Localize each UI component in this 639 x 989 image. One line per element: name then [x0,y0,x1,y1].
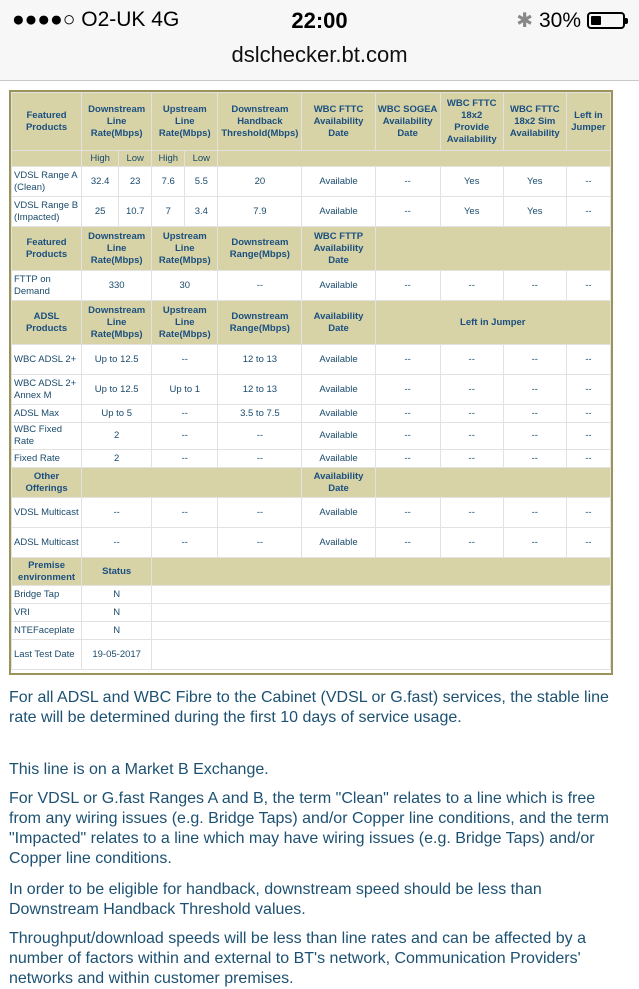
table-cell: 20 [218,167,302,197]
row-label: NTEFaceplate [12,622,82,640]
subheader-cell: Low [185,151,218,167]
table-cell: Yes [503,197,566,227]
carrier-signal: ●●●●○ O2-UK 4G [12,8,180,31]
table-cell: Yes [440,167,503,197]
bluetooth-icon: ✱ [516,10,533,32]
table-cell: -- [440,345,503,375]
row-label: FTTP on Demand [12,271,82,301]
table-cell: -- [566,375,610,405]
table-cell: -- [503,271,566,301]
table-header-cell: Upstream Line Rate(Mbps) [152,93,218,151]
adsl-header-row [12,301,611,345]
table-cell: 19-05-2017 [82,640,152,670]
table-cell: -- [440,450,503,468]
address-bar[interactable] [0,42,639,81]
table-header-cell [375,227,610,271]
table-cell: 23 [119,167,152,197]
table-header-cell [375,468,610,498]
table-cell: Available [302,423,375,450]
table-header-cell: WBC FTTC 18x2 Sim Availability [503,93,566,151]
table-cell: Up to 12.5 [82,345,152,375]
row-label: VDSL Range B (Impacted) [12,197,82,227]
table-cell: -- [152,528,218,558]
paragraph-market: This line is on a Market B Exchange. [9,761,269,778]
table-cell: 3.5 to 7.5 [218,405,302,423]
table-header-cell: Featured Products [12,227,82,271]
table-cell: N [82,604,152,622]
table-cell: Yes [440,197,503,227]
table-header-cell: WBC FTTP Availability Date [302,227,375,271]
table-cell [152,604,611,622]
battery-percent: 30% [538,8,581,32]
subheader-cell: High [82,151,119,167]
table-cell: -- [566,498,610,528]
fttp-row [12,271,611,301]
row-label: ADSL Max [12,405,82,423]
table-cell: N [82,622,152,640]
other-row [12,498,611,528]
paragraph-clean-impacted: For VDSL or G.fast Ranges A and B, the term "Clean" relates to a line which is free from any wiring issues (e.g. Bridge Taps) and/or Copper line conditions, and the term "Impacted" relates to a line which may have wiring issues (e.g. Bridge Taps) and/or Copper line conditions. [9,790,610,867]
table-cell: -- [375,405,440,423]
status-right [516,8,625,33]
table-cell: -- [152,405,218,423]
table-cell: -- [82,498,152,528]
table-cell: -- [218,271,302,301]
high-low-subheader [12,151,611,167]
status-bar [0,0,639,42]
table-cell: -- [152,345,218,375]
table-cell: -- [503,405,566,423]
table-cell: 30 [152,271,218,301]
table-cell: -- [566,405,610,423]
table-cell: -- [566,271,610,301]
premise-row [12,604,611,622]
table-header-cell: Upstream Line Rate(Mbps) [152,227,218,271]
table-cell: Up to 12.5 [82,375,152,405]
table-header-cell [152,558,611,586]
adsl-row [12,405,611,423]
premise-row [12,640,611,670]
table-cell: 32.4 [82,167,119,197]
row-label: VRI [12,604,82,622]
subheader-cell: High [152,151,185,167]
table-cell: -- [375,528,440,558]
table-header-cell: WBC SOGEA Availability Date [375,93,440,151]
table-cell: -- [82,528,152,558]
vdsl-row [12,167,611,197]
table-cell: Available [302,450,375,468]
table-header-cell: Downstream Line Rate(Mbps) [82,227,152,271]
table-cell: -- [375,375,440,405]
table-cell: 2 [82,450,152,468]
adsl-row [12,345,611,375]
table-cell: -- [375,197,440,227]
adsl-row [12,375,611,405]
table-header-cell: Left in Jumper [375,301,610,345]
table-cell: Up to 5 [82,405,152,423]
table-cell: -- [218,450,302,468]
other-row [12,528,611,558]
paragraph-handback: In order to be eligible for handback, downstream speed should be less than Downstream Handback Threshold values. [9,881,542,918]
table-cell: -- [218,423,302,450]
table-cell: Available [302,167,375,197]
table-cell [152,586,611,604]
paragraph-throughput: Throughput/download speeds will be less than line rates and can be affected by a number of factors within and external to BT's network, Communication Providers' networks and within customer premises. [9,930,586,987]
table-header-cell: Upstream Line Rate(Mbps) [152,301,218,345]
other-header-row [12,468,611,498]
row-label: Last Test Date [12,640,82,670]
table-header-cell: Downstream Line Rate(Mbps) [82,301,152,345]
paragraph-stable-rate: For all ADSL and WBC Fibre to the Cabinet (VDSL or G.fast) services, the stable line rate will be determined during the first 10 days of service usage. [9,689,609,726]
table-cell: -- [503,345,566,375]
fttp-header-row [12,227,611,271]
table-cell: -- [440,405,503,423]
row-label: Fixed Rate [12,450,82,468]
table-header-cell: ADSL Products [12,301,82,345]
table-header-cell: Downstream Handback Threshold(Mbps) [218,93,302,151]
adsl-row [12,450,611,468]
premise-row [12,622,611,640]
table-cell: -- [375,271,440,301]
row-label: WBC ADSL 2+ Annex M [12,375,82,405]
table-cell: Up to 1 [152,375,218,405]
table-cell: -- [152,423,218,450]
table-header-cell: Premise environment [12,558,82,586]
table-cell: -- [440,528,503,558]
table-cell: -- [440,375,503,405]
dsl-checker-table [9,90,613,675]
table-cell: -- [503,528,566,558]
table-cell: -- [152,498,218,528]
table-cell: -- [218,498,302,528]
table-cell [12,151,82,167]
table-cell: 330 [82,271,152,301]
table-cell: Available [302,528,375,558]
table-cell: -- [566,167,610,197]
table-cell: 7.6 [152,167,185,197]
table-cell: -- [440,271,503,301]
vdsl-header-row [12,93,611,151]
table-cell: -- [375,345,440,375]
table-cell: -- [566,528,610,558]
table-cell: -- [375,167,440,197]
table-header-cell: Downstream Range(Mbps) [218,227,302,271]
table-cell: -- [375,498,440,528]
subheader-cell: Low [119,151,152,167]
table-cell: Available [302,498,375,528]
table-header-cell: Left in Jumper [566,93,610,151]
table-cell: -- [566,197,610,227]
table-cell: N [82,586,152,604]
table-cell: 12 to 13 [218,345,302,375]
row-label: VDSL Range A (Clean) [12,167,82,197]
table-cell: 12 to 13 [218,375,302,405]
table-cell: -- [218,528,302,558]
table-header-cell: WBC FTTC 18x2 Provide Availability [440,93,503,151]
row-label: ADSL Multicast [12,528,82,558]
table-cell: 7.9 [218,197,302,227]
table-header-cell: Downstream Line Rate(Mbps) [82,93,152,151]
premise-header-row [12,558,611,586]
table-header-cell: WBC FTTC Availability Date [302,93,375,151]
row-label: WBC Fixed Rate [12,423,82,450]
premise-row [12,586,611,604]
table-header-cell: Other Offerings [12,468,82,498]
row-label: Bridge Tap [12,586,82,604]
url-text[interactable]: dslchecker.bt.com [231,42,408,67]
table-header-cell: Featured Products [12,93,82,151]
adsl-row [12,423,611,450]
table-header-cell [82,468,302,498]
table-cell: -- [503,498,566,528]
table-cell: -- [503,423,566,450]
table-cell: -- [503,375,566,405]
table-cell: Available [302,345,375,375]
table-cell: -- [152,450,218,468]
table-cell: 5.5 [185,167,218,197]
table-cell: 25 [82,197,119,227]
table-cell: -- [566,345,610,375]
table-header-cell: Availability Date [302,468,375,498]
table-cell [152,622,611,640]
table-cell [218,151,611,167]
table-cell: 7 [152,197,185,227]
table-cell: -- [375,450,440,468]
table-cell [152,640,611,670]
battery-icon [587,12,625,29]
table-cell: 10.7 [119,197,152,227]
table-cell: Available [302,375,375,405]
table-cell: -- [375,423,440,450]
table-cell: Available [302,197,375,227]
table-header-cell: Downstream Range(Mbps) [218,301,302,345]
vdsl-row [12,197,611,227]
table-cell: 3.4 [185,197,218,227]
table-cell: -- [566,450,610,468]
clock: 22:00 [291,8,348,33]
table-cell: Available [302,405,375,423]
table-cell: -- [440,498,503,528]
table-header-cell: Status [82,558,152,586]
table-cell: Yes [503,167,566,197]
row-label: VDSL Multicast [12,498,82,528]
table-cell: -- [503,450,566,468]
table-cell: 2 [82,423,152,450]
table-cell: -- [566,423,610,450]
table-cell: Available [302,271,375,301]
row-label: WBC ADSL 2+ [12,345,82,375]
table-header-cell: Availability Date [302,301,375,345]
table-cell: -- [440,423,503,450]
